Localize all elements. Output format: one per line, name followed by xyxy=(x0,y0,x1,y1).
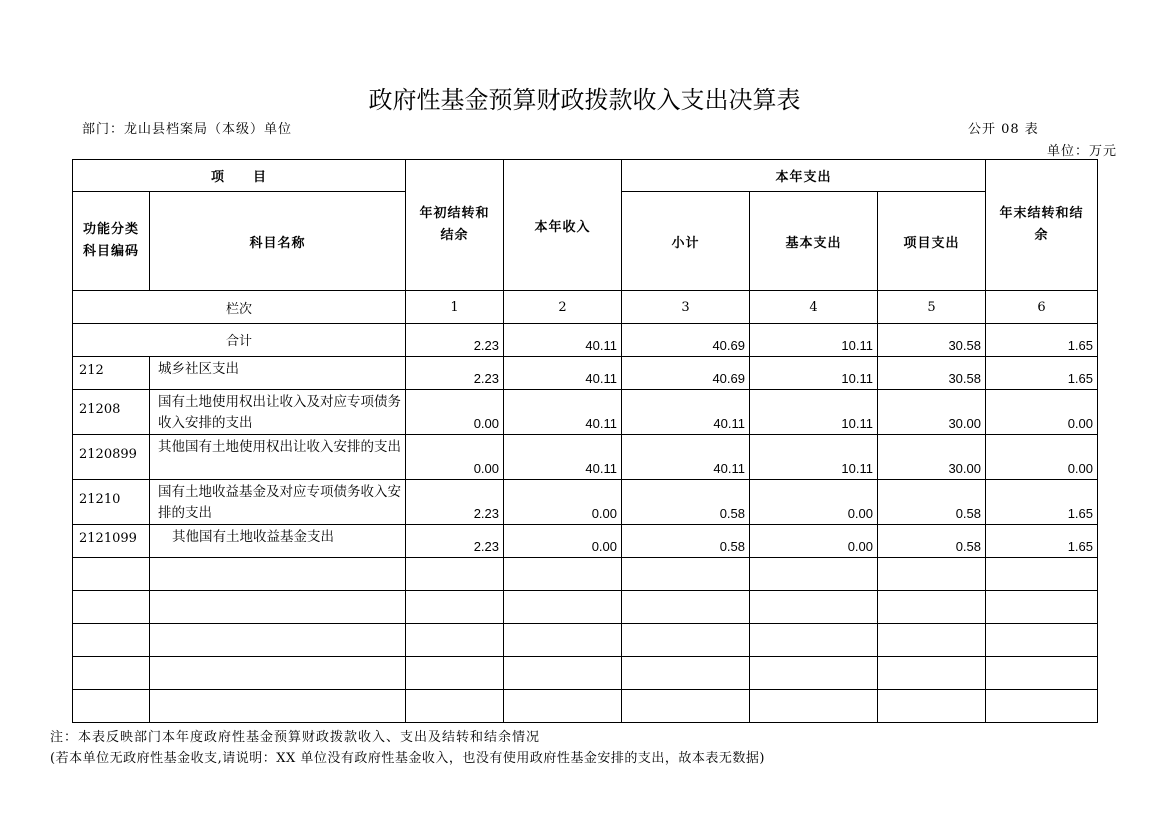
total-cell: 30.58 xyxy=(878,324,986,357)
row-cell: 30.00 xyxy=(878,435,986,480)
header-income: 本年收入 xyxy=(504,160,622,291)
empty-row xyxy=(73,591,1098,624)
header-expense-group: 本年支出 xyxy=(622,160,986,192)
row-cell: 0.00 xyxy=(406,435,504,480)
header-end-balance: 年末结转和结余 xyxy=(986,160,1098,291)
row-cell: 0.00 xyxy=(750,525,878,558)
row-cell: 2.23 xyxy=(406,525,504,558)
empty-row xyxy=(73,690,1098,723)
col-index-label: 栏次 xyxy=(73,291,406,324)
col-number: 3 xyxy=(622,291,750,324)
row-code: 2121099 xyxy=(73,525,150,558)
col-number: 2 xyxy=(504,291,622,324)
row-code: 21210 xyxy=(73,480,150,525)
row-cell: 10.11 xyxy=(750,435,878,480)
row-cell: 2.23 xyxy=(406,357,504,390)
row-cell: 1.65 xyxy=(986,357,1098,390)
total-row xyxy=(73,324,1098,357)
row-name: 其他国有土地使用权出让收入安排的支出 xyxy=(150,435,406,480)
col-number: 4 xyxy=(750,291,878,324)
header-func-code: 功能分类科目编码 xyxy=(73,192,150,291)
row-cell: 2.23 xyxy=(406,480,504,525)
table-row xyxy=(73,480,1098,525)
row-code: 212 xyxy=(73,357,150,390)
row-cell: 0.00 xyxy=(504,480,622,525)
row-cell: 40.11 xyxy=(622,435,750,480)
row-cell: 0.00 xyxy=(986,435,1098,480)
empty-row xyxy=(73,624,1098,657)
row-cell: 0.00 xyxy=(504,525,622,558)
page-title: 政府性基金预算财政拨款收入支出决算表 xyxy=(368,86,801,114)
row-name: 其他国有土地收益基金支出 xyxy=(150,525,406,558)
table-row xyxy=(73,390,1098,435)
total-cell: 1.65 xyxy=(986,324,1098,357)
table-row xyxy=(73,357,1098,390)
header-project-exp: 项目支出 xyxy=(878,192,986,291)
form-number: 公开 08 表 xyxy=(968,122,1039,137)
row-cell: 30.58 xyxy=(878,357,986,390)
row-cell: 0.00 xyxy=(406,390,504,435)
row-cell: 40.11 xyxy=(504,357,622,390)
empty-row xyxy=(73,558,1098,591)
note-line-1: 注：本表反映部门本年度政府性基金预算财政拨款收入、支出及结转和结余情况 xyxy=(50,730,541,745)
budget-table xyxy=(72,159,1098,723)
total-cell: 40.69 xyxy=(622,324,750,357)
unit-label: 单位：万元 xyxy=(1047,144,1118,159)
row-cell: 0.58 xyxy=(622,480,750,525)
note-line-2: (若本单位无政府性基金收支,请说明：XX 单位没有政府性基金收入，也没有使用政府性基金安排的支出，故本表无数据) xyxy=(50,751,765,766)
row-cell: 0.00 xyxy=(986,390,1098,435)
row-cell: 1.65 xyxy=(986,525,1098,558)
row-cell: 0.00 xyxy=(750,480,878,525)
total-cell: 2.23 xyxy=(406,324,504,357)
row-name: 国有土地收益基金及对应专项债务收入安排的支出 xyxy=(150,480,406,525)
row-cell: 40.11 xyxy=(504,390,622,435)
table-row xyxy=(73,435,1098,480)
row-cell: 0.58 xyxy=(878,525,986,558)
row-cell: 1.65 xyxy=(986,480,1098,525)
row-code: 2120899 xyxy=(73,435,150,480)
col-number: 5 xyxy=(878,291,986,324)
total-label: 合计 xyxy=(73,324,406,357)
row-cell: 40.11 xyxy=(504,435,622,480)
col-number: 1 xyxy=(406,291,504,324)
row-cell: 40.11 xyxy=(622,390,750,435)
row-code: 21208 xyxy=(73,390,150,435)
row-cell: 10.11 xyxy=(750,390,878,435)
header-basic: 基本支出 xyxy=(750,192,878,291)
header-subtotal: 小计 xyxy=(622,192,750,291)
empty-row xyxy=(73,657,1098,690)
row-cell: 40.69 xyxy=(622,357,750,390)
row-cell: 0.58 xyxy=(878,480,986,525)
header-begin-balance: 年初结转和结余 xyxy=(406,160,504,291)
row-cell: 0.58 xyxy=(622,525,750,558)
row-name: 城乡社区支出 xyxy=(150,357,406,390)
col-number: 6 xyxy=(986,291,1098,324)
header-subject-name: 科目名称 xyxy=(150,192,406,291)
row-name: 国有土地使用权出让收入及对应专项债务收入安排的支出 xyxy=(150,390,406,435)
total-cell: 10.11 xyxy=(750,324,878,357)
table-row xyxy=(73,525,1098,558)
row-cell: 10.11 xyxy=(750,357,878,390)
total-cell: 40.11 xyxy=(504,324,622,357)
row-cell: 30.00 xyxy=(878,390,986,435)
department-label: 部门：龙山县档案局（本级）单位 xyxy=(82,122,293,137)
header-project: 项 目 xyxy=(73,160,406,192)
